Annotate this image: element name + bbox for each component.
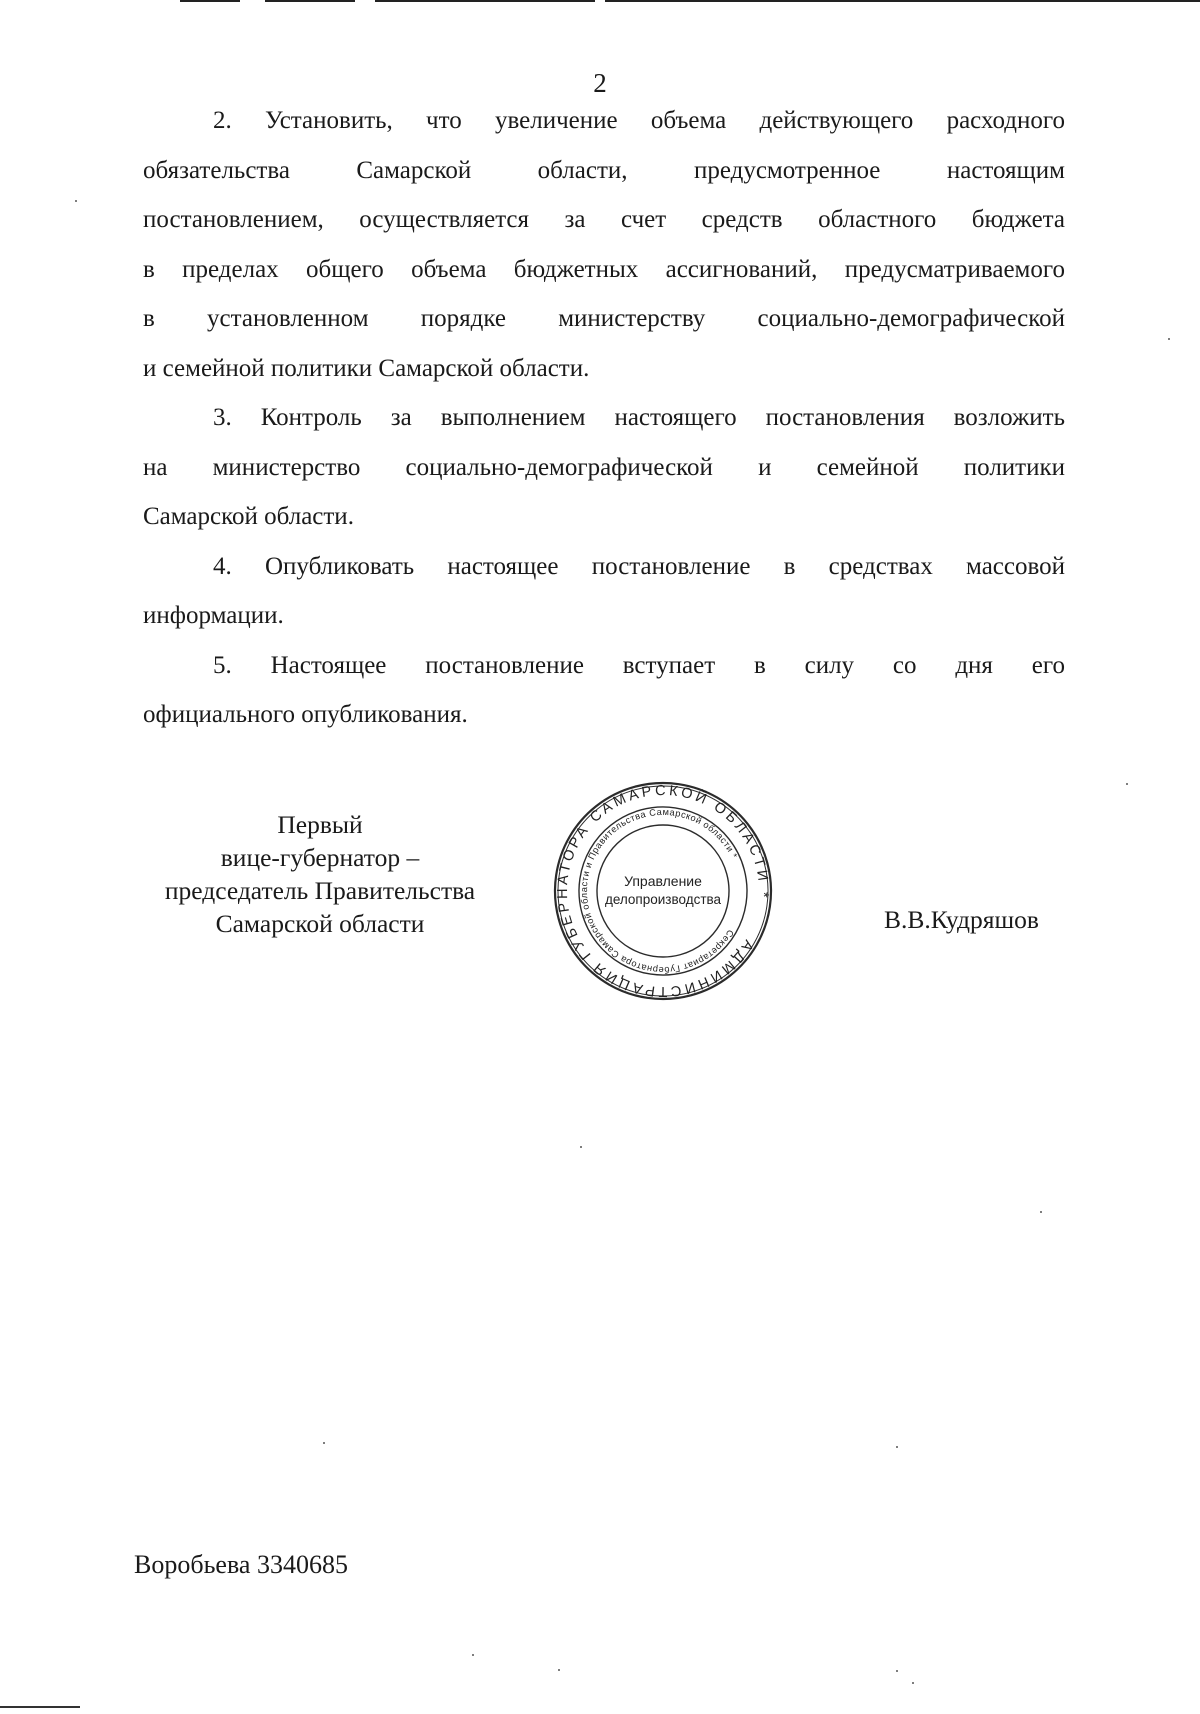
scan-speck xyxy=(472,1654,474,1656)
paragraph-line: и семейной политики Самарской области. xyxy=(143,354,590,382)
signatory-name: В.В.Кудряшов xyxy=(884,905,1039,934)
stamp-inner-text: Секретариат Губернатора Самарской области и Правительства Самарской области * xyxy=(578,806,740,976)
scan-speck xyxy=(580,1146,582,1148)
paragraph-2 xyxy=(143,96,1065,393)
scan-speck xyxy=(896,1446,898,1448)
scan-speck xyxy=(896,1670,898,1672)
scan-speck xyxy=(1126,783,1128,785)
signatory-title-line: Первый xyxy=(277,810,363,839)
paragraph-line: официального опубликования. xyxy=(143,701,468,728)
paragraph-line: в пределах общего объема бюджетных ассигнований, предусматриваемого xyxy=(143,255,1065,283)
stamp-outer-text: АДМИНИСТРАЦИЯ ГУБЕРНАТОРА САМАРСКОЙ ОБЛАСТИ * xyxy=(554,782,772,1000)
scan-speck xyxy=(1040,1211,1042,1213)
paragraph-line: 4. Опубликовать настоящее постановление в средствах массовой xyxy=(213,552,1065,580)
scan-edge-bottom xyxy=(0,1706,80,1708)
signatory-title-line: председатель Правительства xyxy=(164,876,476,905)
document-body xyxy=(143,96,1065,740)
paragraph-line: обязательства Самарской области, предусмотренное настоящим xyxy=(143,156,1065,184)
stamp-center-line: делопроизводства xyxy=(604,892,722,907)
paragraph-line: постановлением, осуществляется за счет средств областного бюджета xyxy=(143,206,1065,233)
official-stamp xyxy=(552,780,774,1002)
scan-speck xyxy=(912,1682,914,1684)
paragraph-5 xyxy=(143,641,1065,740)
paragraph-line: Самарской области. xyxy=(143,503,354,530)
scan-speck xyxy=(323,1442,325,1444)
svg-text:Секретариат Губернатора Самарс xyxy=(552,780,774,1002)
page-number: 2 xyxy=(593,68,607,98)
scan-speck xyxy=(75,200,77,202)
paragraph-line: 2. Установить, что увеличение объема действующего расходного xyxy=(213,107,1065,134)
scan-speck xyxy=(1168,338,1170,340)
paragraph-line: 5. Настоящее постановление вступает в силу со дня его xyxy=(213,651,1065,679)
scan-edge-top xyxy=(0,0,1200,3)
paragraph-line: в установленном порядке министерству социально-демографической xyxy=(143,305,1065,332)
paragraph-line: 3. Контроль за выполнением настоящего постановления возложить xyxy=(213,404,1065,431)
paragraph-line: на министерство социально-демографической и семейной политики xyxy=(143,453,1065,481)
scan-speck xyxy=(558,1669,560,1671)
paragraph-line: информации. xyxy=(143,602,284,629)
stamp-center-line: Управление xyxy=(624,873,702,889)
paragraph-3 xyxy=(143,393,1065,542)
signatory-title-line: Самарской области xyxy=(215,909,425,938)
paragraph-4 xyxy=(143,542,1065,641)
signatory-title-line: вице-губернатор – xyxy=(220,843,420,872)
signatory-title xyxy=(140,808,500,940)
executor-contact: Воробьева 3340685 xyxy=(134,1550,348,1579)
